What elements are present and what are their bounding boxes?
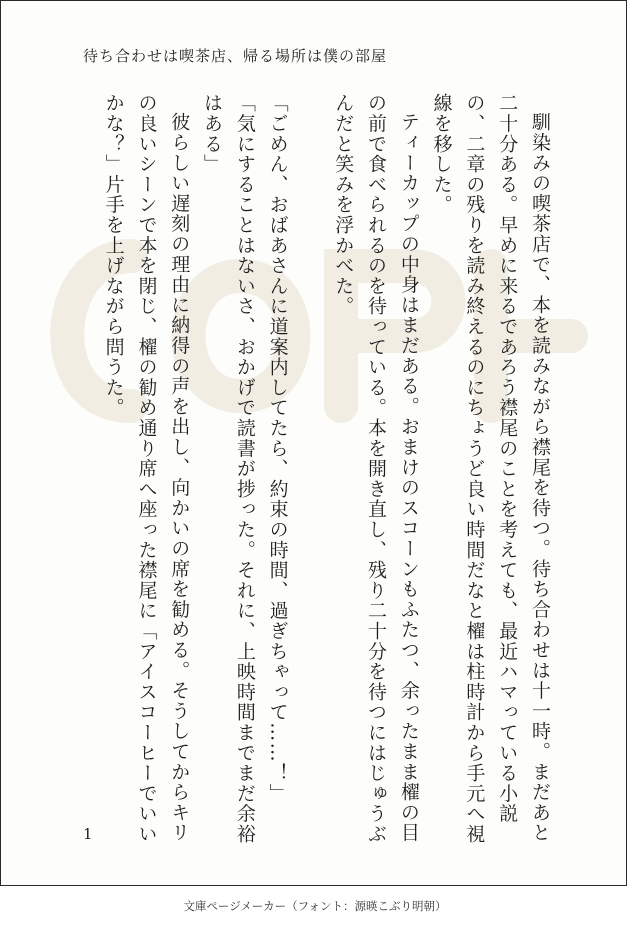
- paragraph-3: 彼らしい遅刻の理由に納得の声を出し、向かいの席を勧める。そうしてからキリの良いシーンで本を閉じ、櫂の勧め通り席へ座った襟尾に「アイスコーヒーでいいかな？」片手を上げながら問うた。: [102, 93, 191, 845]
- dialogue-2: 「気にすることはないさ、おかげで読書が捗った。それに、上映時間までまだ余裕はある」: [201, 93, 256, 845]
- paragraph-2: ティーカップの中身はまだある。おまけのスコーンもふたつ、余ったまま櫂の目の前で食べられるのを待っている。本を開き直し、残り二十分を待つにはじゅうぶんだと笑みを浮かべた。: [332, 93, 420, 845]
- header-title: 待ち合わせは喫茶店、帰る場所は僕の部屋: [83, 47, 388, 65]
- paragraph-1: 馴染みの喫茶店で、本を読みながら襟尾を待つ。待ち合わせは十一時。まだあと二十分ある。早めに来るであろう襟尾のことを考えても、最近ハマっている小説の、二章の残りを読み終えるのにちょうど良い時間だなと櫂は柱時計から手元へ視線を移した。: [430, 93, 551, 845]
- dialogue-1: 「ごめん、おばあさんに道案内してたら、約束の時間、過ぎちゃって……！」: [266, 93, 289, 804]
- page-number: 1: [83, 825, 93, 843]
- body-text: [97, 93, 556, 853]
- footer-credit: 文庫ページメーカー（フォント：源暎こぶり明朝）: [183, 899, 447, 913]
- blank-line: [294, 93, 327, 853]
